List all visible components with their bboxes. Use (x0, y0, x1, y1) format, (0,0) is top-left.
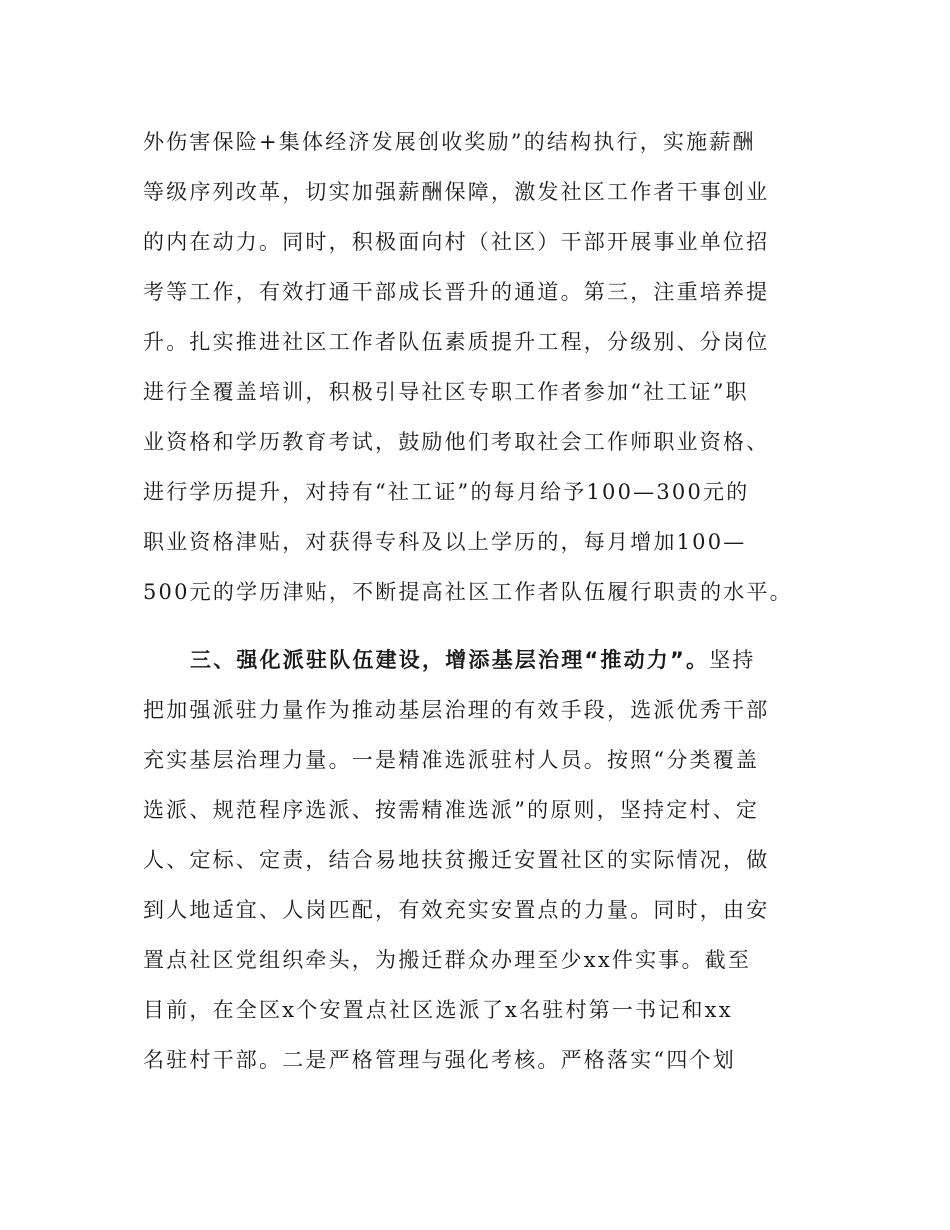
body-text-line: 置点社区党组织牵头，为搬迁群众办理至少xx件实事。截至 (143, 948, 752, 972)
body-text-line: 进行全覆盖培训，积极引导社区专职工作者参加“社工证”职 (143, 380, 749, 404)
body-text-line: 500元的学历津贴，不断提高社区工作者队伍履行职责的水平。 (143, 580, 793, 604)
body-text-line: 外伤害保险+集体经济发展创收奖励”的结构执行，实施薪酬 (143, 130, 756, 154)
body-text-line: 到人地适宜、人岗匹配，有效充实安置点的力量。同时，由安 (143, 898, 770, 922)
body-text-inline: 坚持 (709, 648, 756, 672)
body-text-line: 的内在动力。同时，积极面向村（社区）干部开展事业单位招 (143, 230, 770, 254)
body-text-line: 职业资格津贴，对获得专科及以上学历的，每月增加100— (143, 530, 747, 554)
body-text-line: 进行学历提升，对持有“社工证”的每月给予100—300元的 (143, 480, 750, 504)
body-text-line: 目前，在全区x个安置点社区选派了x名驻村第一书记和xx (143, 998, 733, 1022)
body-text-line: 等级序列改革，切实加强薪酬保障，激发社区工作者干事创业 (143, 180, 770, 204)
body-text-line: 充实基层治理力量。一是精准选派驻村人员。按照“分类覆盖 (143, 748, 760, 772)
body-text-line: 业资格和学历教育考试，鼓励他们考取社会工作师职业资格、 (143, 430, 770, 454)
body-text-line: 把加强派驻力量作为推动基层治理的有效手段，选派优秀干部 (143, 698, 770, 722)
body-text-line: 考等工作，有效打通干部成长晋升的通道。第三，注重培养提 (143, 280, 770, 304)
body-text-line: 人、定标、定责，结合易地扶贫搬迁安置社区的实际情况，做 (143, 848, 770, 872)
section-heading-line (190, 646, 756, 674)
body-text-line: 名驻村干部。二是严格管理与强化考核。严格落实“四个划 (143, 1048, 736, 1072)
body-text-line: 升。扎实推进社区工作者队伍素质提升工程，分级别、分岗位 (143, 330, 770, 354)
section-heading: 三、强化派驻队伍建设，增添基层治理“推动力”。 (190, 648, 710, 672)
body-text-line: 选派、规范程序选派、按需精准选派”的原则，坚持定村、定 (143, 798, 760, 822)
